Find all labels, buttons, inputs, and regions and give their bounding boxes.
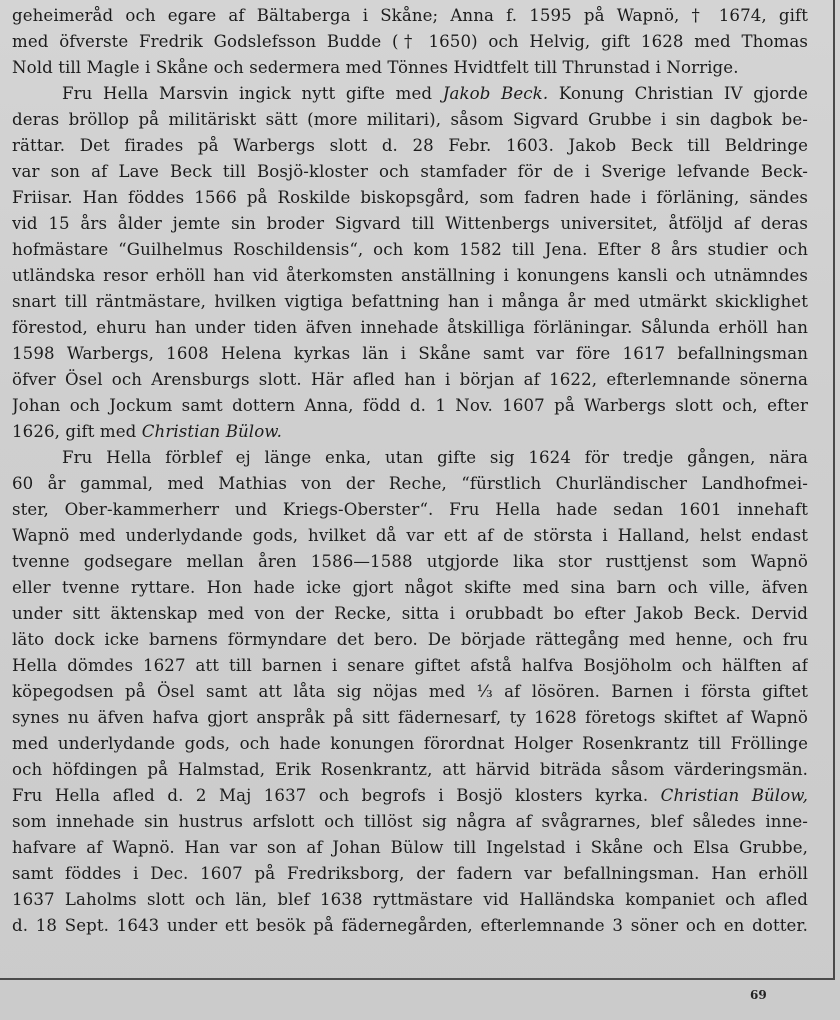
text-line (12, 679, 808, 705)
text-segment: geheimeråd och egare af Bältaberga i Skåne; Anna f. 1595 på Wapnö, † 1674, gift (12, 6, 808, 25)
text-line (12, 263, 808, 289)
text-line (12, 185, 808, 211)
text-line (12, 211, 808, 237)
text-segment: ster, Ober-kammerherr und Kriegs-Oberster“. Fru Hella hade sedan 1601 innehaft (12, 500, 808, 519)
text-segment: snart till räntmästare, hvilken vigtiga befattning han i många år med utmärkt skicklighet (12, 292, 808, 311)
text-line (12, 861, 808, 887)
text-segment: 1598 Warbergs, 1608 Helena kyrkas län i Skåne samt var före 1617 befallningsman (12, 344, 808, 363)
text-segment: Nold till Magle i Skåne och sedermera med Tönnes Hvidtfelt till Thrunstad i Norrige. (12, 58, 739, 77)
text-segment: Fru Hella förblef ej länge enka, utan gifte sig 1624 för tredje gången, nära (62, 448, 808, 467)
text-segment: med öfverste Fredrik Godslefsson Budde († 1650) och Helvig, gift 1628 med Thomas (12, 32, 808, 51)
text-line (12, 471, 808, 497)
italic-name: Christian Bülow. (141, 422, 283, 441)
text-body (12, 3, 808, 939)
text-line (12, 445, 808, 471)
text-segment: under sitt äktenskap med von der Recke, sitta i orubbadt bo efter Jakob Beck. Dervid (12, 604, 808, 623)
text-line (12, 289, 808, 315)
text-line (12, 497, 808, 523)
text-line (12, 653, 808, 679)
text-segment: Friisar. Han föddes 1566 på Roskilde biskopsgård, som fadren hade i förläning, sändes (12, 188, 808, 207)
text-line (12, 419, 808, 445)
text-line (12, 601, 808, 627)
text-segment: och höfdingen på Halmstad, Erik Rosenkrantz, att härvid biträda såsom värderingsmän. (12, 760, 808, 779)
text-line (12, 29, 808, 55)
text-line (12, 731, 808, 757)
text-segment: Fru Hella afled d. 2 Maj 1637 och begrofs i Bosjö klosters kyrka. (12, 786, 661, 805)
text-segment: rättar. Det firades på Warbergs slott d. 28 Febr. 1603. Jakob Beck till Beldringe (12, 136, 808, 155)
page-number: 69 (750, 988, 767, 1002)
text-segment: utländska resor erhöll han vid återkomsten anställning i konungens kansli och utnämndes (12, 266, 808, 285)
text-segment: var son af Lave Beck till Bosjö-kloster och stamfader för de i Sverige lefvande Beck- (12, 162, 808, 181)
text-line (12, 237, 808, 263)
text-segment: deras bröllop på militäriskt sätt (more militari), såsom Sigvard Grubbe i sin dagbok be- (12, 110, 808, 129)
text-line (12, 341, 808, 367)
text-line (12, 315, 808, 341)
text-line (12, 549, 808, 575)
text-segment: vid 15 års ålder jemte sin broder Sigvard till Wittenbergs universitet, åtföljd af deras (12, 214, 808, 233)
text-line (12, 835, 808, 861)
text-segment: Konung Christian IV gjorde (548, 84, 808, 103)
text-segment: Wapnö med underlydande gods, hvilket då var ett af de största i Halland, helst endast (12, 526, 808, 545)
text-line (12, 393, 808, 419)
text-line (12, 627, 808, 653)
text-segment: hofmästare “Guilhelmus Roschildensis“, och kom 1582 till Jena. Efter 8 års studier och (12, 240, 808, 259)
text-segment: som innehade sin hustrus arfslott och tillöst sig några af svågrarnes, blef således inne- (12, 812, 808, 831)
text-line (12, 107, 808, 133)
italic-name: Jakob Beck. (442, 84, 549, 103)
text-segment: hafvare af Wapnö. Han var son af Johan Bülow till Ingelstad i Skåne och Elsa Grubbe, (12, 838, 808, 857)
text-line (12, 809, 808, 835)
text-segment: Johan och Jockum samt dottern Anna, född d. 1 Nov. 1607 på Warbergs slott och, efter (12, 396, 808, 415)
text-segment: Fru Hella Marsvin ingick nytt gifte med (62, 84, 443, 103)
text-line (12, 523, 808, 549)
text-line (12, 3, 808, 29)
text-line (12, 913, 808, 939)
text-segment: köpegodsen på Ösel samt att låta sig nöjas med ⅓ af lösören. Barnen i första giftet (12, 682, 808, 701)
text-segment: 1637 Laholms slott och län, blef 1638 ryttmästare vid Halländska kompaniet och afled (12, 890, 808, 909)
text-line (12, 133, 808, 159)
text-line (12, 81, 808, 107)
text-segment: läto dock icke barnens förmyndare det bero. De började rättegång med henne, och fru (12, 630, 808, 649)
text-line (12, 367, 808, 393)
text-segment: förestod, ehuru han under tiden äfven innehade åtskilliga förläningar. Sålunda erhöll han (12, 318, 808, 337)
text-segment: synes nu äfven hafva gjort anspråk på sitt fädernesarf, ty 1628 företogs skiftet af Wapnö (12, 708, 808, 727)
italic-name: Christian Bülow, (660, 786, 808, 805)
text-segment: d. 18 Sept. 1643 under ett besök på fädernegården, efterlemnande 3 söner och en dotter. (12, 916, 808, 935)
text-line (12, 705, 808, 731)
text-segment: tvenne godsegare mellan åren 1586—1588 utgjorde lika stor rusttjenst som Wapnö (12, 552, 808, 571)
text-line (12, 575, 808, 601)
text-segment: samt föddes i Dec. 1607 på Fredriksborg, der fadern var befallningsman. Han erhöll (12, 864, 808, 883)
text-segment: öfver Ösel och Arensburgs slott. Här afled han i början af 1622, efterlemnande sönerna (12, 370, 808, 389)
text-segment: med underlydande gods, och hade konungen förordnat Holger Rosenkrantz till Fröllinge (12, 734, 808, 753)
text-line (12, 55, 808, 81)
text-line (12, 757, 808, 783)
text-segment: Hella dömdes 1627 att till barnen i senare giftet afstå halfva Bosjöholm och hälften af (12, 656, 808, 675)
text-line (12, 159, 808, 185)
text-segment: eller tvenne ryttare. Hon hade icke gjort något skifte med sina barn och ville, äfven (12, 578, 808, 597)
text-segment: 1626, gift med (12, 422, 142, 441)
text-line (12, 783, 808, 809)
text-segment: 60 år gammal, med Mathias von der Reche, “fürstlich Churländischer Landhofmei- (12, 474, 808, 493)
text-line (12, 887, 808, 913)
